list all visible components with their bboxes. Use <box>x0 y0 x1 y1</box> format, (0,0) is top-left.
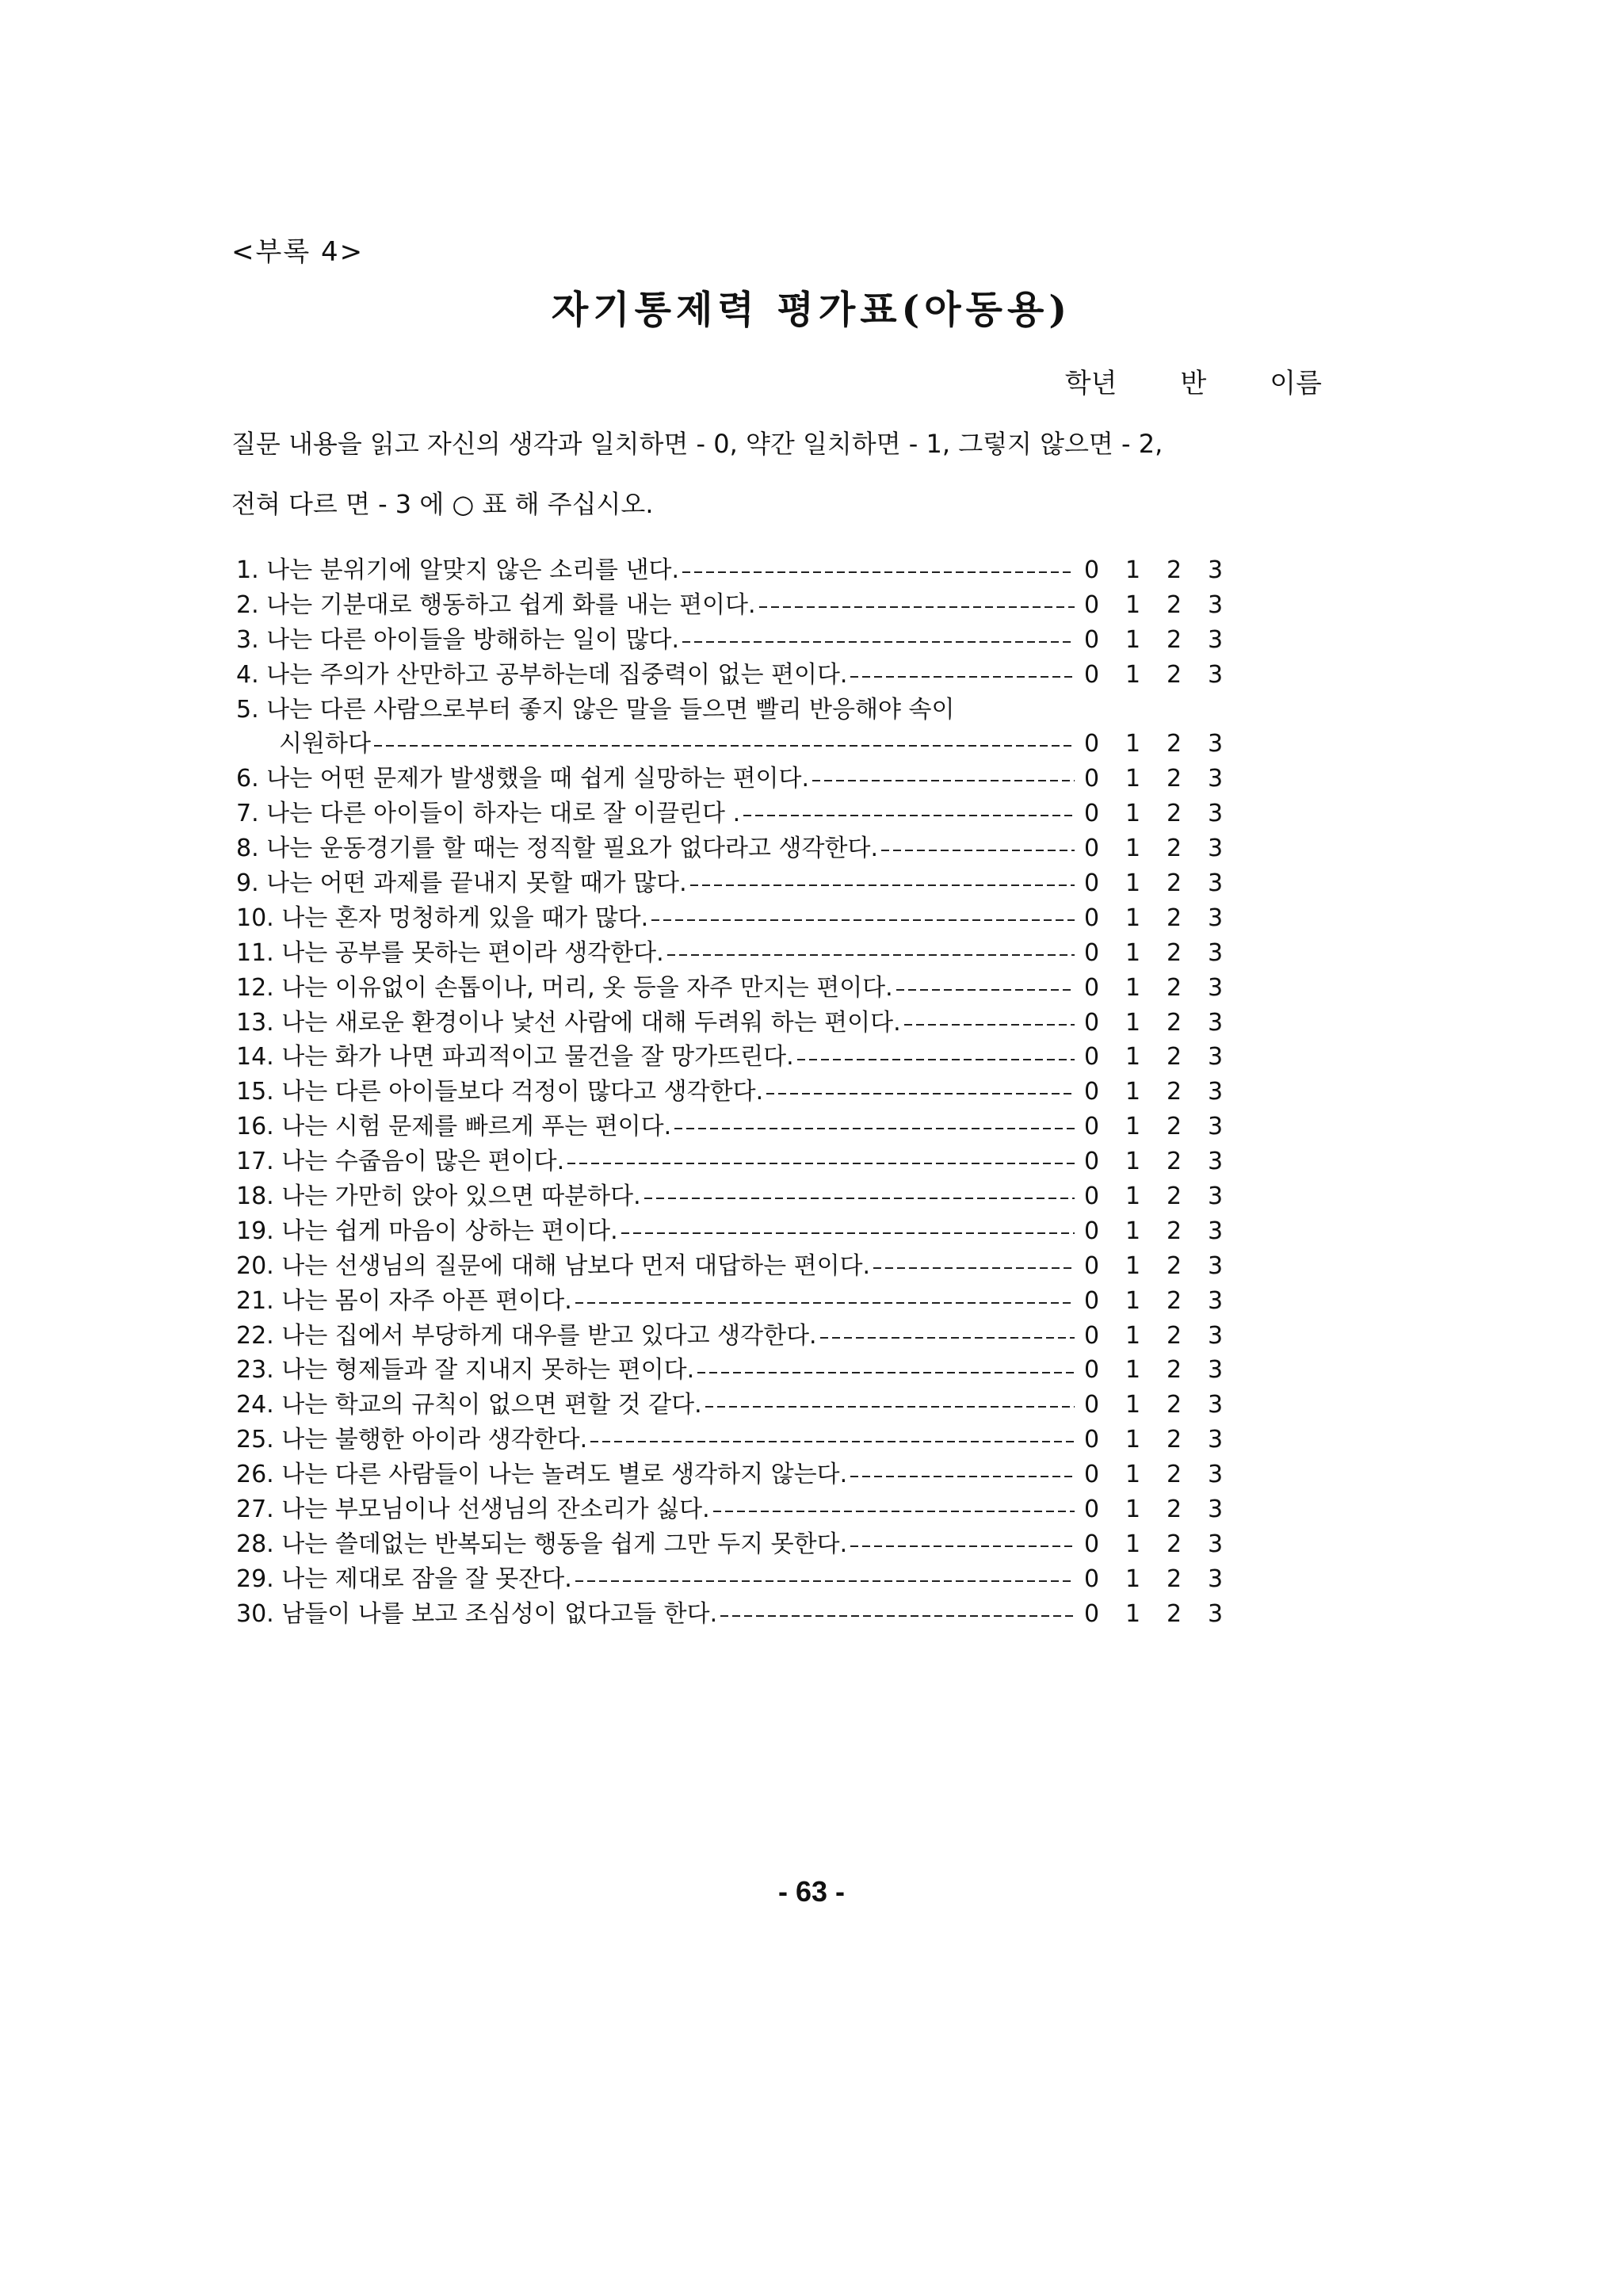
question-text: 나는 형제들과 잘 지내지 못하는 편이다. <box>281 1356 695 1385</box>
rating-option[interactable]: 0 <box>1084 1356 1100 1385</box>
question-number: 24. <box>236 1391 274 1419</box>
question-text: 나는 어떤 과제를 끝내지 못할 때가 많다. <box>266 869 687 898</box>
question-row <box>236 1492 1266 1527</box>
question-row <box>236 1457 1266 1492</box>
rating-option[interactable]: 3 <box>1208 1182 1224 1211</box>
question-text: 나는 기분대로 행동하고 쉽게 화를 내는 편이다. <box>266 590 756 619</box>
question-text: 나는 부모님이나 선생님의 잔소리가 싫다. <box>281 1496 710 1524</box>
grade-label: 학년 <box>1064 368 1117 399</box>
question-row <box>236 1249 1266 1284</box>
question-number: 25. <box>236 1426 274 1454</box>
question-text: 나는 혼자 멍청하게 있을 때가 많다. <box>281 904 649 932</box>
rating-option[interactable]: 1 <box>1125 765 1141 793</box>
dash-leader <box>651 901 1075 936</box>
rating-option[interactable]: 3 <box>1208 1113 1224 1141</box>
question-row <box>236 831 1266 866</box>
dash-leader <box>713 1492 1075 1527</box>
rating-option[interactable]: 0 <box>1084 800 1100 828</box>
rating-option[interactable]: 3 <box>1208 730 1224 758</box>
rating-option[interactable]: 3 <box>1208 1461 1224 1489</box>
dash-leader <box>575 1562 1075 1597</box>
rating-option[interactable]: 2 <box>1167 765 1182 793</box>
rating-option[interactable]: 2 <box>1167 800 1182 828</box>
rating-option[interactable]: 1 <box>1125 1113 1141 1141</box>
question-row <box>236 762 1266 797</box>
rating-option[interactable]: 1 <box>1125 730 1141 758</box>
appendix-label: <부록 4> <box>231 236 365 268</box>
rating-option[interactable]: 2 <box>1167 1599 1182 1628</box>
rating-option[interactable]: 0 <box>1084 1391 1100 1419</box>
rating-option[interactable]: 0 <box>1084 835 1100 863</box>
question-row <box>236 588 1266 623</box>
question-row <box>236 1319 1266 1354</box>
rating-option[interactable]: 2 <box>1167 1182 1182 1211</box>
rating-option[interactable]: 1 <box>1125 1286 1141 1315</box>
rating-option[interactable]: 3 <box>1208 1148 1224 1176</box>
question-text: 나는 다른 아이들이 하자는 대로 잘 이끌린다 . <box>266 800 741 828</box>
rating-option[interactable]: 1 <box>1125 660 1141 689</box>
question-number: 3. <box>236 625 259 654</box>
rating-option[interactable]: 3 <box>1208 765 1224 793</box>
rating-option[interactable]: 3 <box>1208 1391 1224 1419</box>
rating-option[interactable]: 1 <box>1125 869 1141 898</box>
question-text: 나는 공부를 못하는 편이라 생각한다. <box>281 938 664 967</box>
rating-option[interactable]: 3 <box>1208 1496 1224 1524</box>
question-number: 8. <box>236 835 259 863</box>
dash-leader <box>850 1457 1075 1492</box>
question-text: 나는 분위기에 알맞지 않은 소리를 낸다. <box>266 556 680 584</box>
rating-option[interactable]: 1 <box>1125 973 1141 1002</box>
question-text-continuation: 시원하다 <box>279 730 371 758</box>
dash-leader <box>766 1075 1075 1110</box>
question-number: 27. <box>236 1496 274 1524</box>
rating-option[interactable]: 0 <box>1084 1078 1100 1106</box>
dash-leader <box>697 1353 1075 1388</box>
rating-option[interactable]: 2 <box>1167 730 1182 758</box>
dash-leader <box>621 1214 1075 1249</box>
rating-option[interactable]: 0 <box>1084 625 1100 654</box>
rating-option[interactable]: 2 <box>1167 1078 1182 1106</box>
rating-option[interactable]: 2 <box>1167 1356 1182 1385</box>
rating-option[interactable]: 2 <box>1167 590 1182 619</box>
rating-option[interactable]: 2 <box>1167 1391 1182 1419</box>
question-number: 26. <box>236 1461 274 1489</box>
page-number: - 63 - <box>777 1875 846 1908</box>
rating-option[interactable]: 3 <box>1208 1217 1224 1245</box>
rating-option[interactable]: 1 <box>1125 938 1141 967</box>
dash-leader <box>667 936 1075 971</box>
rating-option[interactable]: 2 <box>1167 938 1182 967</box>
name-label: 이름 <box>1270 368 1322 399</box>
rating-option[interactable]: 1 <box>1125 1008 1141 1037</box>
question-row <box>236 1144 1266 1179</box>
question-row <box>236 1562 1266 1597</box>
rating-option[interactable]: 3 <box>1208 1599 1224 1628</box>
question-number: 18. <box>236 1182 274 1211</box>
rating-option[interactable]: 1 <box>1125 1217 1141 1245</box>
question-text: 나는 다른 아이들을 방해하는 일이 많다. <box>266 625 680 654</box>
dash-leader <box>682 553 1075 588</box>
question-text: 나는 어떤 문제가 발생했을 때 쉽게 실망하는 편이다. <box>266 765 810 793</box>
dash-leader <box>674 1110 1075 1144</box>
rating-option[interactable]: 3 <box>1208 835 1224 863</box>
rating-option[interactable]: 0 <box>1084 590 1100 619</box>
dash-leader <box>705 1388 1075 1423</box>
rating-option[interactable]: 0 <box>1084 904 1100 932</box>
question-number: 20. <box>236 1251 274 1280</box>
dash-leader <box>644 1179 1075 1214</box>
question-text: 나는 운동경기를 할 때는 정직할 필요가 없다라고 생각한다. <box>266 835 878 863</box>
rating-option[interactable]: 1 <box>1125 904 1141 932</box>
dash-leader <box>904 1006 1075 1041</box>
rating-option[interactable]: 3 <box>1208 1251 1224 1280</box>
rating-option[interactable]: 2 <box>1167 1113 1182 1141</box>
question-text: 나는 주의가 산만하고 공부하는데 집중력이 없는 편이다. <box>266 660 848 689</box>
question-number: 22. <box>236 1321 274 1350</box>
rating-option[interactable]: 1 <box>1125 1426 1141 1454</box>
question-row <box>236 693 1266 728</box>
question-number: 11. <box>236 938 274 967</box>
rating-option[interactable]: 0 <box>1084 1008 1100 1037</box>
rating-option[interactable]: 0 <box>1084 1113 1100 1141</box>
question-number: 16. <box>236 1113 274 1141</box>
question-number: 13. <box>236 1008 274 1037</box>
rating-option[interactable]: 1 <box>1125 1530 1141 1558</box>
rating-option[interactable]: 3 <box>1208 1426 1224 1454</box>
rating-option[interactable]: 2 <box>1167 556 1182 584</box>
rating-option[interactable]: 0 <box>1084 1461 1100 1489</box>
rating-option[interactable]: 3 <box>1208 973 1224 1002</box>
question-row <box>236 1214 1266 1249</box>
rating-option[interactable]: 3 <box>1208 938 1224 967</box>
question-row <box>236 623 1266 658</box>
rating-option[interactable]: 2 <box>1167 1286 1182 1315</box>
question-row <box>236 1284 1266 1319</box>
rating-option[interactable]: 0 <box>1084 765 1100 793</box>
rating-option[interactable]: 1 <box>1125 1599 1141 1628</box>
dash-leader <box>820 1319 1075 1354</box>
rating-option[interactable]: 3 <box>1208 904 1224 932</box>
rating-option[interactable]: 1 <box>1125 590 1141 619</box>
rating-option[interactable]: 1 <box>1125 1251 1141 1280</box>
question-number: 29. <box>236 1564 274 1593</box>
question-number: 5. <box>236 695 259 724</box>
question-text: 나는 가만히 앉아 있으면 따분하다. <box>281 1182 641 1211</box>
rating-option[interactable]: 2 <box>1167 1496 1182 1524</box>
rating-option[interactable]: 1 <box>1125 1321 1141 1350</box>
dash-leader <box>759 588 1075 623</box>
question-number: 4. <box>236 660 259 689</box>
rating-option[interactable]: 3 <box>1208 800 1224 828</box>
questionnaire-items <box>236 553 1266 1632</box>
rating-option[interactable]: 3 <box>1208 869 1224 898</box>
rating-option[interactable]: 2 <box>1167 1217 1182 1245</box>
question-row <box>236 1040 1266 1075</box>
question-number: 14. <box>236 1043 274 1072</box>
question-row <box>236 901 1266 936</box>
rating-option[interactable]: 1 <box>1125 1496 1141 1524</box>
rating-option[interactable]: 2 <box>1167 660 1182 689</box>
question-text: 나는 화가 나면 파괴적이고 물건을 잘 망가뜨린다. <box>281 1043 794 1072</box>
rating-option[interactable]: 1 <box>1125 556 1141 584</box>
question-number: 12. <box>236 973 274 1002</box>
instructions <box>231 426 1420 547</box>
question-number: 23. <box>236 1356 274 1385</box>
dash-leader <box>567 1144 1075 1179</box>
question-text: 나는 학교의 규칙이 없으면 편할 것 같다. <box>281 1391 702 1419</box>
rating-option[interactable]: 0 <box>1084 1496 1100 1524</box>
question-row <box>236 936 1266 971</box>
rating-option[interactable]: 0 <box>1084 1321 1100 1350</box>
question-number: 19. <box>236 1217 274 1245</box>
rating-option[interactable]: 3 <box>1208 1564 1224 1593</box>
question-row <box>236 1527 1266 1562</box>
question-text: 남들이 나를 보고 조심성이 없다고들 한다. <box>281 1599 718 1628</box>
rating-option[interactable]: 0 <box>1084 1043 1100 1072</box>
question-text: 나는 쉽게 마음이 상하는 편이다. <box>281 1217 618 1245</box>
rating-option[interactable]: 3 <box>1208 660 1224 689</box>
question-row <box>236 1179 1266 1214</box>
rating-option[interactable]: 0 <box>1084 1599 1100 1628</box>
rating-option[interactable]: 2 <box>1167 1461 1182 1489</box>
rating-option[interactable]: 0 <box>1084 1251 1100 1280</box>
dash-leader <box>590 1423 1075 1457</box>
rating-option[interactable]: 3 <box>1208 1078 1224 1106</box>
question-row <box>236 797 1266 831</box>
rating-option[interactable]: 2 <box>1167 869 1182 898</box>
rating-option[interactable]: 1 <box>1125 1356 1141 1385</box>
dash-leader <box>690 866 1075 901</box>
student-info <box>1065 361 1322 400</box>
question-row <box>236 1110 1266 1144</box>
question-row <box>236 1006 1266 1041</box>
question-text: 나는 불행한 아이라 생각한다. <box>281 1426 588 1454</box>
rating-option[interactable]: 2 <box>1167 1251 1182 1280</box>
rating-option[interactable]: 2 <box>1167 904 1182 932</box>
rating-option[interactable]: 0 <box>1084 556 1100 584</box>
rating-option[interactable]: 2 <box>1167 1008 1182 1037</box>
question-text: 나는 다른 아이들보다 걱정이 많다고 생각한다. <box>281 1078 764 1106</box>
rating-option[interactable]: 0 <box>1084 1286 1100 1315</box>
question-text: 나는 시험 문제를 빠르게 푸는 편이다. <box>281 1113 672 1141</box>
rating-option[interactable]: 1 <box>1125 1391 1141 1419</box>
rating-option[interactable]: 0 <box>1084 1217 1100 1245</box>
rating-option[interactable]: 3 <box>1208 1043 1224 1072</box>
dash-leader <box>743 797 1075 831</box>
class-label: 반 <box>1180 368 1207 399</box>
rating-option[interactable]: 3 <box>1208 1008 1224 1037</box>
question-number: 28. <box>236 1530 274 1558</box>
rating-option[interactable]: 3 <box>1208 1356 1224 1385</box>
rating-option[interactable]: 0 <box>1084 1530 1100 1558</box>
rating-option[interactable]: 3 <box>1208 590 1224 619</box>
question-row <box>236 866 1266 901</box>
rating-option[interactable]: 2 <box>1167 1564 1182 1593</box>
question-number: 2. <box>236 590 259 619</box>
rating-option[interactable]: 0 <box>1084 869 1100 898</box>
rating-option[interactable]: 3 <box>1208 556 1224 584</box>
question-text: 나는 선생님의 질문에 대해 남보다 먼저 대답하는 편이다. <box>281 1251 871 1280</box>
rating-option[interactable]: 2 <box>1167 1148 1182 1176</box>
rating-option[interactable]: 0 <box>1084 660 1100 689</box>
question-number: 6. <box>236 765 259 793</box>
question-text: 나는 집에서 부당하게 대우를 받고 있다고 생각한다. <box>281 1321 817 1350</box>
question-number: 30. <box>236 1599 274 1628</box>
dash-leader <box>850 1527 1075 1562</box>
question-number: 9. <box>236 869 259 898</box>
question-row <box>236 1075 1266 1110</box>
rating-option[interactable]: 3 <box>1208 625 1224 654</box>
rating-option[interactable]: 0 <box>1084 1426 1100 1454</box>
rating-option[interactable]: 2 <box>1167 835 1182 863</box>
question-row <box>236 553 1266 588</box>
instruction-line: 전혀 다르 면 - 3 에 ○ 표 해 주십시오. <box>231 489 654 519</box>
question-text: 나는 수줍음이 많은 편이다. <box>281 1148 565 1176</box>
question-text: 나는 제대로 잠을 잘 못잔다. <box>281 1564 572 1593</box>
question-number: 17. <box>236 1148 274 1176</box>
rating-option[interactable]: 1 <box>1125 625 1141 654</box>
question-number: 10. <box>236 904 274 932</box>
dash-leader <box>873 1249 1075 1284</box>
rating-option[interactable]: 1 <box>1125 1182 1141 1211</box>
rating-option[interactable]: 1 <box>1125 1564 1141 1593</box>
rating-option[interactable]: 1 <box>1125 800 1141 828</box>
rating-option[interactable]: 0 <box>1084 938 1100 967</box>
question-row <box>236 658 1266 693</box>
instruction-line: 질문 내용을 읽고 자신의 생각과 일치하면 - 0, 약간 일치하면 - 1, 그렇지 않으면 - 2, <box>231 429 1163 459</box>
rating-option[interactable]: 2 <box>1167 973 1182 1002</box>
question-row <box>236 1388 1266 1423</box>
question-number: 7. <box>236 800 259 828</box>
question-row <box>236 1353 1266 1388</box>
rating-option[interactable]: 1 <box>1125 1461 1141 1489</box>
question-number: 15. <box>236 1078 274 1106</box>
rating-option[interactable]: 2 <box>1167 1530 1182 1558</box>
dash-leader <box>575 1284 1075 1319</box>
rating-option[interactable]: 0 <box>1084 1564 1100 1593</box>
question-text: 나는 몸이 자주 아픈 편이다. <box>281 1286 572 1315</box>
dash-leader <box>881 831 1075 866</box>
rating-option[interactable]: 2 <box>1167 1043 1182 1072</box>
question-row <box>236 971 1266 1006</box>
dash-leader <box>797 1040 1075 1075</box>
dash-leader <box>720 1597 1075 1632</box>
page-title: 자기통제력 평가표(아동용) <box>551 288 1072 332</box>
question-text: 나는 이유없이 손톱이나, 머리, 옷 등을 자주 만지는 편이다. <box>281 973 893 1002</box>
question-row <box>236 1597 1266 1632</box>
rating-option[interactable]: 1 <box>1125 1148 1141 1176</box>
dash-leader <box>896 971 1075 1006</box>
rating-option[interactable]: 1 <box>1125 835 1141 863</box>
question-text: 나는 새로운 환경이나 낯선 사람에 대해 두려워 하는 편이다. <box>281 1008 901 1037</box>
rating-option[interactable]: 1 <box>1125 1078 1141 1106</box>
rating-option[interactable]: 2 <box>1167 1321 1182 1350</box>
rating-option[interactable]: 1 <box>1125 1043 1141 1072</box>
question-text: 나는 쓸데없는 반복되는 행동을 쉽게 그만 두지 못한다. <box>281 1530 848 1558</box>
rating-option[interactable]: 3 <box>1208 1530 1224 1558</box>
rating-option[interactable]: 2 <box>1167 1426 1182 1454</box>
dash-leader <box>682 623 1075 658</box>
question-number: 1. <box>236 556 259 584</box>
question-text: 나는 다른 사람으로부터 좋지 않은 말을 들으면 빨리 반응해야 속이 <box>266 695 955 724</box>
rating-option[interactable]: 3 <box>1208 1286 1224 1315</box>
rating-option[interactable]: 3 <box>1208 1321 1224 1350</box>
rating-option[interactable]: 0 <box>1084 1182 1100 1211</box>
question-row-continuation <box>236 727 1266 762</box>
rating-option[interactable]: 0 <box>1084 1148 1100 1176</box>
rating-option[interactable]: 2 <box>1167 625 1182 654</box>
rating-option[interactable]: 0 <box>1084 973 1100 1002</box>
rating-option[interactable]: 0 <box>1084 730 1100 758</box>
dash-leader <box>812 762 1075 797</box>
dash-leader <box>850 658 1075 693</box>
question-number: 21. <box>236 1286 274 1315</box>
question-text: 나는 다른 사람들이 나는 놀려도 별로 생각하지 않는다. <box>281 1461 848 1489</box>
question-row <box>236 1423 1266 1457</box>
dash-leader <box>374 727 1075 762</box>
